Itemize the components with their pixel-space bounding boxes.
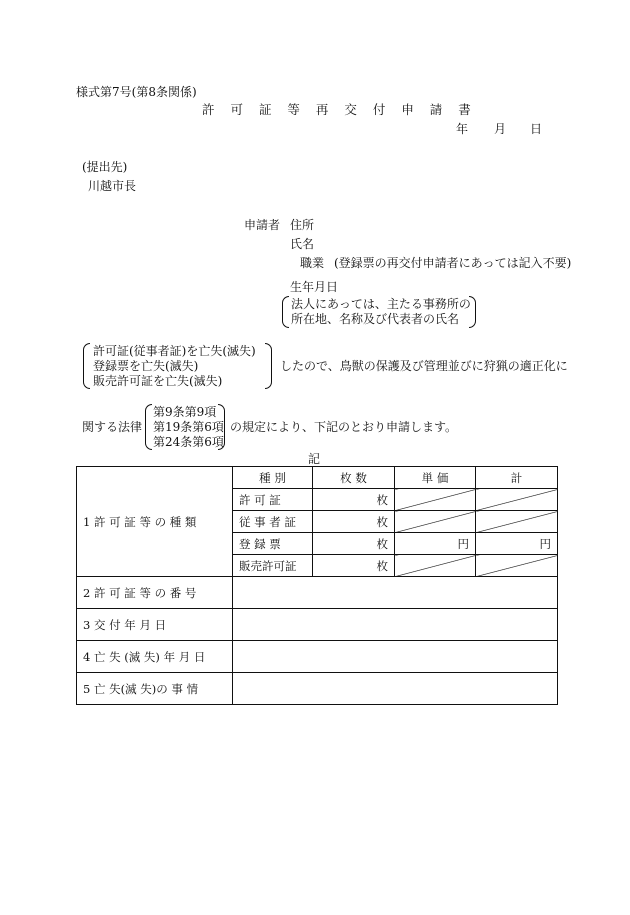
- recipient-name: 川越市長: [88, 179, 137, 193]
- law-options-left-bracket: [145, 404, 152, 450]
- row-total-worker: [476, 511, 558, 533]
- row-unit-price-worker: [395, 511, 476, 533]
- law-option-art24: 第24条第6項: [153, 435, 224, 449]
- section5-value[interactable]: [233, 673, 558, 705]
- row-type-worker: 従 事 者 証: [233, 511, 313, 533]
- section3-label: 3 交 付 年 月 日: [77, 609, 233, 641]
- row-type-sales-permit: 販売許可証: [233, 555, 313, 577]
- header-type: 種 別: [233, 467, 313, 489]
- applicant-name-label: 氏名: [290, 237, 315, 251]
- reissue-details-table: [76, 466, 558, 705]
- row-count-registration[interactable]: 枚: [313, 533, 395, 555]
- recipient-label: (提出先): [82, 160, 128, 174]
- corp-note-left-bracket: [282, 296, 289, 328]
- loss-suffix-text: したので、鳥獣の保護及び管理並びに狩猟の適正化に: [280, 359, 568, 373]
- section4-label: 4 亡 失 (滅 失) 年 月 日: [77, 641, 233, 673]
- row-unit-price-registration[interactable]: 円: [395, 533, 476, 555]
- applicant-occupation-label: 職業: [300, 256, 325, 270]
- law-suffix-text: の規定により、下記のとおり申請します。: [230, 420, 458, 434]
- row-unit-price-sales-permit: [395, 555, 476, 577]
- occupation-note: (登録票の再交付申請者にあっては記入不要): [334, 256, 572, 270]
- loss-option-registration: 登録票を亡失(滅失): [93, 359, 199, 373]
- row-count-permit[interactable]: 枚: [313, 489, 395, 511]
- section2-label: 2 許 可 証 等 の 番 号: [77, 577, 233, 609]
- law-prefix: 関する法律: [82, 420, 143, 434]
- section5-label: 5 亡 失(滅 失)の 事 情: [77, 673, 233, 705]
- document-title: 許 可 証 等 再 交 付 申 請 書: [202, 102, 471, 117]
- section2-value[interactable]: [233, 577, 558, 609]
- date-year: 年: [456, 122, 469, 136]
- row-type-permit: 許 可 証: [233, 489, 313, 511]
- corp-note-line1: 法人にあっては、主たる事務所の: [291, 297, 471, 311]
- applicant-birthdate-label: 生年月日: [290, 280, 339, 294]
- loss-options-right-bracket: [265, 343, 272, 389]
- applicant-address-label: 住所: [290, 218, 315, 232]
- date-day: 日: [530, 122, 543, 136]
- row-total-sales-permit: [476, 555, 558, 577]
- row-count-worker[interactable]: 枚: [313, 511, 395, 533]
- loss-option-sales-permit: 販売許可証を亡失(滅失): [93, 374, 223, 388]
- law-option-art19: 第19条第6項: [153, 420, 224, 434]
- applicant-heading: 申請者: [244, 218, 281, 232]
- ki-heading: 記: [308, 452, 321, 466]
- law-option-art9: 第9条第9項: [153, 405, 217, 419]
- corp-note-line2: 所在地、名称及び代表者の氏名: [291, 312, 460, 326]
- header-count: 枚 数: [313, 467, 395, 489]
- row-unit-price-permit: [395, 489, 476, 511]
- form-number: 様式第7号(第8条関係): [76, 85, 197, 99]
- loss-options-left-bracket: [83, 343, 90, 389]
- section1-label: 1 許 可 証 等 の 種 類: [77, 467, 233, 577]
- row-count-sales-permit[interactable]: 枚: [313, 555, 395, 577]
- row-total-permit: [476, 489, 558, 511]
- section3-value[interactable]: [233, 609, 558, 641]
- header-unit-price: 単 価: [395, 467, 476, 489]
- section4-value[interactable]: [233, 641, 558, 673]
- header-total: 計: [476, 467, 558, 489]
- loss-option-permit: 許可証(従事者証)を亡失(滅失): [93, 344, 256, 358]
- row-type-registration: 登 録 票: [233, 533, 313, 555]
- date-month: 月: [494, 122, 507, 136]
- row-total-registration[interactable]: 円: [476, 533, 558, 555]
